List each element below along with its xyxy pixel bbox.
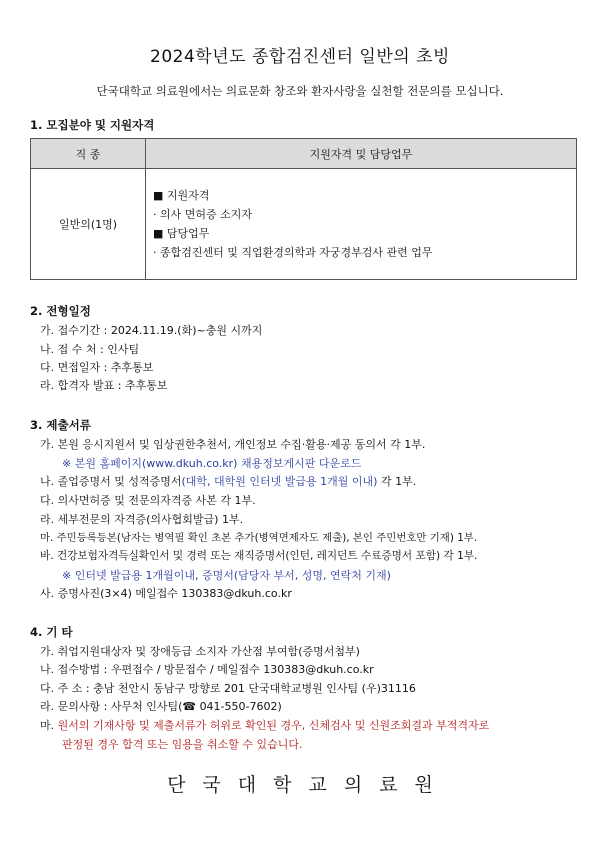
schedule-item: 다. 면접일자 : 추후통보 bbox=[40, 361, 154, 374]
document-item-text: 나. 졸업증명서 및 성적증명서 bbox=[40, 475, 182, 488]
certificate-note: ※ 인터넷 발급용 1개월이내, 증명서(담당자 부서, 성명, 연락처 기재) bbox=[62, 569, 391, 582]
document-item-suffix: 각 1부. bbox=[377, 475, 417, 488]
misc-item: 다. 주 소 : 충남 천안시 동남구 망향로 201 단국대학교병원 인사팀 (우)31116 bbox=[40, 682, 416, 695]
misc-item: 나. 접수방법 : 우편접수 / 방문접수 / 메일접수 130383@dkuh.co.kr bbox=[40, 663, 374, 676]
misc-item-prefix: 마. bbox=[40, 719, 58, 732]
document-item: 바. 건강보험자격득실확인서 및 경력 또는 재직증명서(인턴, 레지던트 수료증명서 포함) 각 1부. bbox=[40, 550, 478, 562]
misc-item: 라. 문의사항 : 사무처 인사팀(☎ 041-550-7602) bbox=[40, 700, 282, 713]
qualification-item: · 의사 면허증 소지자 bbox=[153, 208, 252, 221]
document-title: 2024학년도 종합검진센터 일반의 초빙 bbox=[150, 47, 450, 67]
schedule-item: 라. 합격자 발표 : 추후통보 bbox=[40, 379, 168, 392]
download-note: ※ 본원 홈페이지(www.dkuh.co.kr) 채용정보게시판 다운로드 bbox=[62, 457, 362, 470]
section-1-heading: 1. 모집분야 및 지원자격 bbox=[30, 118, 155, 132]
table-row bbox=[31, 169, 577, 280]
document-item bbox=[40, 473, 416, 489]
misc-item bbox=[40, 717, 489, 733]
intro-text: 단국대학교 의료원에서는 의료문화 창조와 환자사랑을 실천할 전문의를 모십니다. bbox=[96, 84, 504, 98]
schedule-item: 가. 접수기간 : 2024.11.19.(화)~충원 시까지 bbox=[40, 324, 263, 337]
section-3-heading: 3. 제출서류 bbox=[30, 418, 91, 432]
document-item: 마. 주민등록등본(남자는 병역필 확인 초본 추가(병역면제자도 제출), 본인 주민번호만 기재) 1부. bbox=[40, 532, 478, 544]
document-item: 다. 의사면허증 및 전문의자격증 사본 각 1부. bbox=[40, 494, 256, 507]
misc-item: 가. 취업지원대상자 및 장애등급 소지자 가산점 부여함(증명서첨부) bbox=[40, 645, 360, 658]
institution-name: 단국대학교의료원 bbox=[167, 774, 450, 796]
job-table bbox=[30, 138, 577, 280]
schedule-item: 나. 접 수 처 : 인사팀 bbox=[40, 343, 140, 356]
document-item: 가. 본원 응시지원서 및 임상권한추천서, 개인정보 수집·활용·제공 동의서 각 1부. bbox=[40, 438, 426, 451]
col-qualification: 지원자격 및 담당업무 bbox=[146, 139, 577, 169]
job-name: 일반의(1명) bbox=[31, 169, 146, 280]
document-item: 사. 증명사진(3×4) 메일접수 130383@dkuh.co.kr bbox=[40, 587, 292, 600]
warning-text-continued: 판정된 경우 합격 또는 임용을 취소할 수 있습니다. bbox=[62, 738, 303, 751]
section-2-heading: 2. 전형일정 bbox=[30, 304, 91, 318]
section-4-heading: 4. 기 타 bbox=[30, 625, 73, 639]
duty-item: · 종합검진센터 및 직업환경의학과 자궁경부검사 관련 업무 bbox=[153, 246, 433, 259]
document-item: 라. 세부전문의 자격증(의사협회발급) 1부. bbox=[40, 513, 244, 526]
document-item-note: (대학, 대학원 인터넷 발급용 1개월 이내) bbox=[181, 475, 378, 488]
qualification-heading: ■ 지원자격 bbox=[153, 189, 210, 202]
col-job-type: 직 종 bbox=[31, 139, 146, 169]
job-details bbox=[146, 169, 577, 280]
duty-heading: ■ 담당업무 bbox=[153, 227, 210, 240]
job-table-header bbox=[31, 139, 577, 169]
warning-text: 원서의 기재사항 및 제출서류가 허위로 확인된 경우, 신체검사 및 신원조회결과 부적격자로 bbox=[57, 719, 490, 732]
